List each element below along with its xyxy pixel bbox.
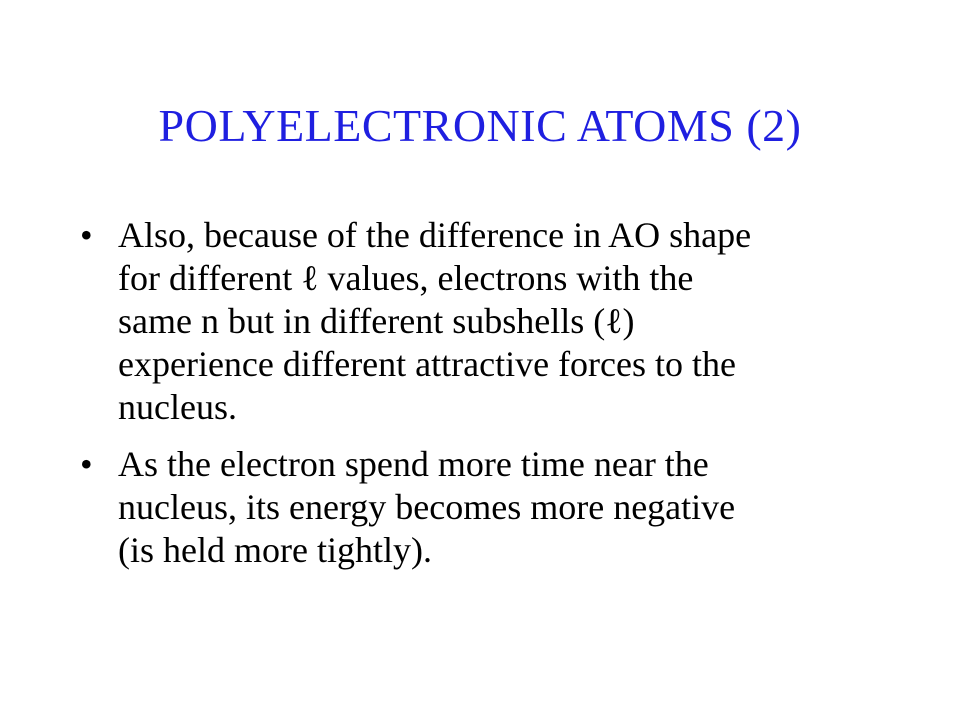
bullet-text-line: nucleus, its energy becomes more negative (118, 487, 736, 527)
bullet-text-line: nucleus. (118, 387, 237, 427)
bullet-list (80, 214, 870, 586)
bullet-marker: • (80, 215, 93, 255)
bullet-item (80, 443, 870, 572)
bullet-marker: • (80, 444, 93, 484)
bullet-text-line: Also, because of the difference in AO shape (118, 215, 752, 255)
slide-title: POLYELECTRONIC ATOMS (2) (158, 100, 802, 151)
bullet-text-line: As the electron spend more time near the (118, 444, 709, 484)
bullet-text-line: (is held more tightly). (118, 530, 432, 570)
bullet-text-line: same n but in different subshells (ℓ) (118, 301, 635, 341)
bullet-text-line: experience different attractive forces to the (118, 344, 736, 384)
bullet-item (80, 214, 870, 429)
bullet-text-line: for different ℓ values, electrons with the (118, 258, 694, 298)
